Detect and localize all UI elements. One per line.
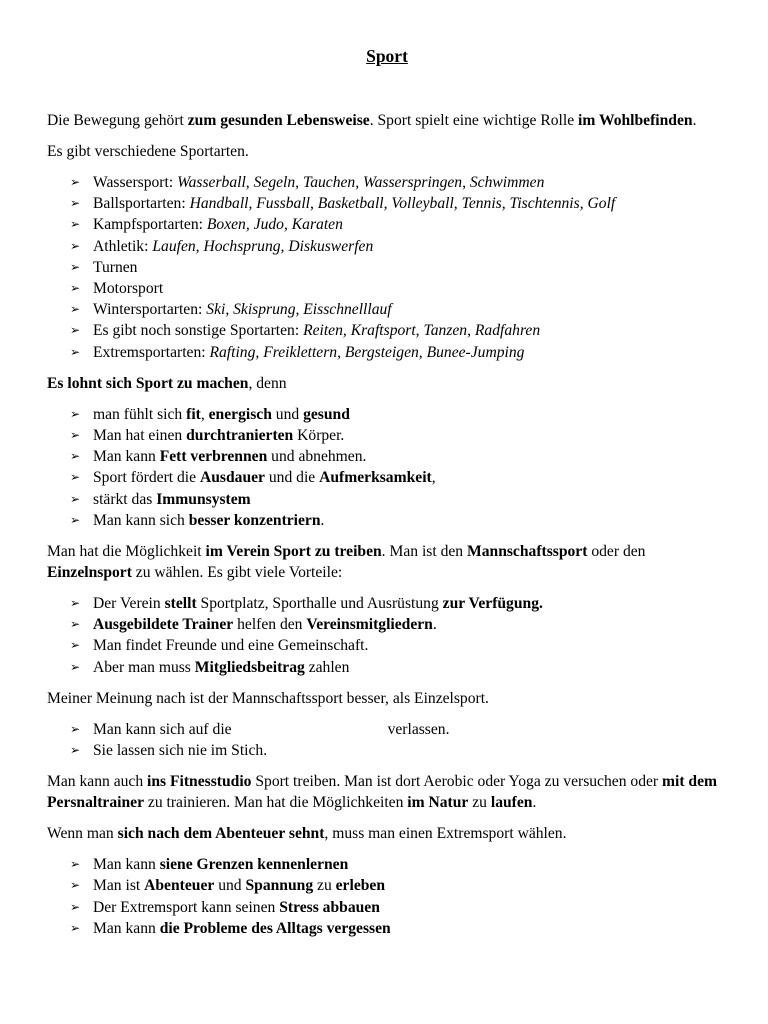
sport-type-label: Athletik: (93, 237, 153, 255)
bold-run: Einzelnsport (47, 564, 132, 582)
bold-run: Es lohnt sich Sport zu machen (47, 374, 249, 392)
list-item (70, 593, 727, 614)
list-item (70, 257, 727, 278)
team-points-list (47, 719, 727, 761)
arrowhead-bullet-icon: ➢ (70, 323, 81, 338)
list-item (70, 278, 727, 299)
text-run: . Sport spielt eine wichtige Rolle (369, 112, 579, 129)
list-item (70, 657, 727, 678)
bold-run: Abenteuer (144, 877, 215, 895)
bold-run: fit (186, 405, 201, 423)
sport-types-list (47, 172, 727, 363)
sport-type-label: Extremsportarten: (93, 343, 210, 361)
document-title: Sport (366, 46, 408, 66)
text-run: Aber man muss (93, 658, 195, 676)
text-run: Man kann sich (93, 511, 189, 529)
bold-run: Aufmerksamkeit (319, 469, 432, 487)
text-run: Man kann sich auf die (93, 720, 232, 738)
intro-paragraph (47, 110, 727, 131)
bold-run: Spannung (245, 877, 314, 895)
text-run: zu (313, 877, 336, 895)
bold-run: siene Grenzen kennenlernen (159, 856, 349, 874)
text-run: , muss man einen Extremsport wählen. (324, 825, 567, 843)
bold-run: energisch (208, 405, 272, 423)
club-advantages-list (47, 593, 727, 678)
sport-type-examples: Laufen, Hochsprung, Diskuswerfen (152, 237, 374, 255)
text-run: zu (468, 794, 491, 812)
sport-type-examples: Wasserball, Segeln, Tauchen, Wasserspringen, Schwimmen (177, 174, 545, 191)
bold-run: zur Verfügung. (442, 595, 543, 613)
arrowhead-bullet-icon: ➢ (70, 196, 81, 211)
text-run: helfen den (233, 616, 307, 634)
bold-run: im Wohlbefinden (578, 112, 693, 129)
bold-run: erleben (335, 877, 386, 895)
text-run: Man kann (93, 448, 160, 466)
text-run: Sportplatz, Sporthalle und Ausrüstung (196, 595, 443, 613)
benefits-list (47, 404, 727, 531)
arrowhead-bullet-icon: ➢ (70, 238, 81, 253)
arrowhead-bullet-icon: ➢ (70, 175, 81, 189)
list-item (70, 425, 727, 446)
sport-type-examples: Handball, Fussball, Basketball, Volleyball, Tennis, Tischtennis, Golf (189, 195, 616, 213)
arrowhead-bullet-icon: ➢ (70, 406, 81, 421)
arrowhead-bullet-icon: ➢ (70, 512, 81, 527)
sport-type-label: Es gibt noch sonstige Sportarten: (93, 322, 304, 340)
text-run: Wenn man (47, 825, 118, 843)
sport-type-label: Motorsport (93, 280, 164, 298)
text-run: und (271, 405, 304, 423)
text-run: Man hat einen (93, 427, 187, 445)
sport-type-label: Kampfsportarten: (93, 216, 207, 234)
text-run: , (200, 405, 209, 423)
club-paragraph (47, 541, 727, 583)
sport-type-label: Wintersportarten: (93, 301, 207, 319)
arrowhead-bullet-icon: ➢ (70, 428, 81, 443)
text-run: Der Verein (93, 595, 165, 613)
text-run: . (432, 616, 437, 634)
bold-run: Stress abbauen (279, 898, 380, 916)
document-page (47, 46, 727, 949)
text-run: Sport treiben. Man ist dort Aerobic oder Yoga zu versuchen oder (251, 773, 662, 791)
bold-run: ins Fitnesstudio (147, 773, 252, 791)
arrowhead-bullet-icon: ➢ (70, 217, 81, 232)
bold-run: Vereinsmitgliedern (306, 616, 433, 634)
text-run: Man kann (93, 919, 160, 937)
arrowhead-bullet-icon: ➢ (70, 259, 81, 274)
extreme-points-list (47, 854, 727, 939)
list-item (70, 172, 727, 193)
text-run: Sport fördert die (93, 469, 200, 487)
bold-run: mit dem Persnaltrainer (47, 773, 717, 812)
bold-run: Fett verbrennen (159, 448, 268, 466)
studio-paragraph (47, 771, 727, 813)
list-item (70, 446, 727, 467)
text-run: Der Extremsport kann seinen (93, 898, 280, 916)
text-run: Sie lassen sich nie im Stich. (93, 742, 268, 760)
arrowhead-bullet-icon: ➢ (70, 449, 81, 464)
bold-run: die Probleme des Alltags vergessen (159, 919, 391, 937)
arrowhead-bullet-icon: ➢ (70, 743, 81, 758)
sport-type-examples: Reiten, Kraftsport, Tanzen, Radfahren (303, 322, 541, 340)
text-run: zahlen (304, 658, 350, 676)
list-item (70, 404, 727, 425)
text-run: Körper. (293, 427, 345, 445)
text-run: . (692, 112, 697, 129)
text-run: Die Bewegung gehört (47, 112, 188, 129)
bold-run: gesund (303, 405, 350, 423)
bold-run: stellt (164, 595, 197, 613)
arrowhead-bullet-icon: ➢ (70, 470, 81, 485)
worth-paragraph (47, 373, 727, 394)
list-item (70, 740, 727, 761)
sport-type-examples: Ski, Skisprung, Eisschnelllauf (206, 301, 392, 319)
text-run: . (532, 794, 537, 812)
list-item (70, 614, 727, 635)
arrowhead-bullet-icon: ➢ (70, 302, 81, 317)
text-run: . (320, 511, 325, 529)
arrowhead-bullet-icon: ➢ (70, 721, 81, 736)
list-item (70, 342, 727, 363)
text-run: und abnehmen. (267, 448, 367, 466)
text-run: man fühlt sich (93, 405, 187, 423)
text-run: und die (264, 469, 320, 487)
text-run: Man findet Freunde und eine Gemeinschaft. (93, 637, 369, 655)
sport-type-label: Ballsportarten: (93, 195, 190, 213)
text-run: zu wählen. Es gibt viele Vorteile: (131, 564, 343, 582)
bold-run: besser konzentriern (188, 511, 321, 529)
list-item (70, 897, 727, 918)
bold-run: im Natur (407, 794, 469, 812)
bold-run: Immunsystem (156, 490, 251, 508)
bold-run: im Verein Sport zu treiben (205, 543, 382, 561)
bold-run: laufen (490, 794, 533, 812)
bold-run: Mannschaftssport (467, 543, 588, 561)
arrowhead-bullet-icon: ➢ (70, 596, 81, 611)
text-run: verlassen. (387, 720, 450, 738)
list-item (70, 193, 727, 214)
arrowhead-bullet-icon: ➢ (70, 344, 81, 359)
opinion-paragraph: Meiner Meinung nach ist der Mannschaftssport besser, als Einzelsport. (47, 689, 489, 707)
text-run: , denn (248, 374, 287, 392)
list-item (70, 299, 727, 320)
arrowhead-bullet-icon: ➢ (70, 491, 81, 506)
arrowhead-bullet-icon: ➢ (70, 920, 81, 935)
arrowhead-bullet-icon: ➢ (70, 659, 81, 674)
text-run: Man kann auch (47, 773, 148, 791)
list-item (70, 875, 727, 896)
sport-type-label: Turnen (93, 258, 138, 276)
list-item (70, 214, 727, 235)
text-run: stärkt das (93, 490, 157, 508)
bold-run: durchtranierten (186, 427, 294, 445)
list-item (70, 854, 727, 875)
sport-types-intro: Es gibt verschiedene Sportarten. (47, 143, 249, 160)
arrowhead-bullet-icon: ➢ (70, 857, 81, 872)
text-run: , (431, 469, 436, 487)
bold-run: zum gesunden Lebensweise (187, 112, 370, 129)
text-run: . Man ist den (381, 543, 467, 561)
list-item (70, 467, 727, 488)
list-item (70, 635, 727, 656)
text-run: zu trainieren. Man hat die Möglichkeiten (144, 794, 408, 812)
list-item (70, 236, 727, 257)
bold-run: Ausgebildete Trainer (93, 616, 234, 634)
arrowhead-bullet-icon: ➢ (70, 638, 81, 653)
text-run: Man hat die Möglichkeit (47, 543, 206, 561)
bold-run: Ausdauer (199, 469, 265, 487)
bold-run: Mitgliedsbeitrag (194, 658, 305, 676)
arrowhead-bullet-icon: ➢ (70, 899, 81, 914)
text-run: oder den (587, 543, 646, 561)
list-item (70, 510, 727, 531)
arrowhead-bullet-icon: ➢ (70, 878, 81, 893)
bold-run: sich nach dem Abenteuer sehnt (117, 825, 325, 843)
text-run: Man kann (93, 856, 160, 874)
text-run: Man ist (93, 877, 145, 895)
list-item (70, 719, 727, 740)
sport-type-label: Wassersport: (93, 174, 178, 191)
list-item (70, 918, 727, 939)
text-run: und (214, 877, 246, 895)
list-item (70, 320, 727, 341)
sport-type-examples: Boxen, Judo, Karaten (206, 216, 343, 234)
list-item (70, 489, 727, 510)
adventure-paragraph (47, 823, 727, 844)
sport-type-examples: Rafting, Freiklettern, Bergsteigen, Bunee-Jumping (209, 343, 525, 361)
arrowhead-bullet-icon: ➢ (70, 281, 81, 296)
arrowhead-bullet-icon: ➢ (70, 617, 81, 632)
